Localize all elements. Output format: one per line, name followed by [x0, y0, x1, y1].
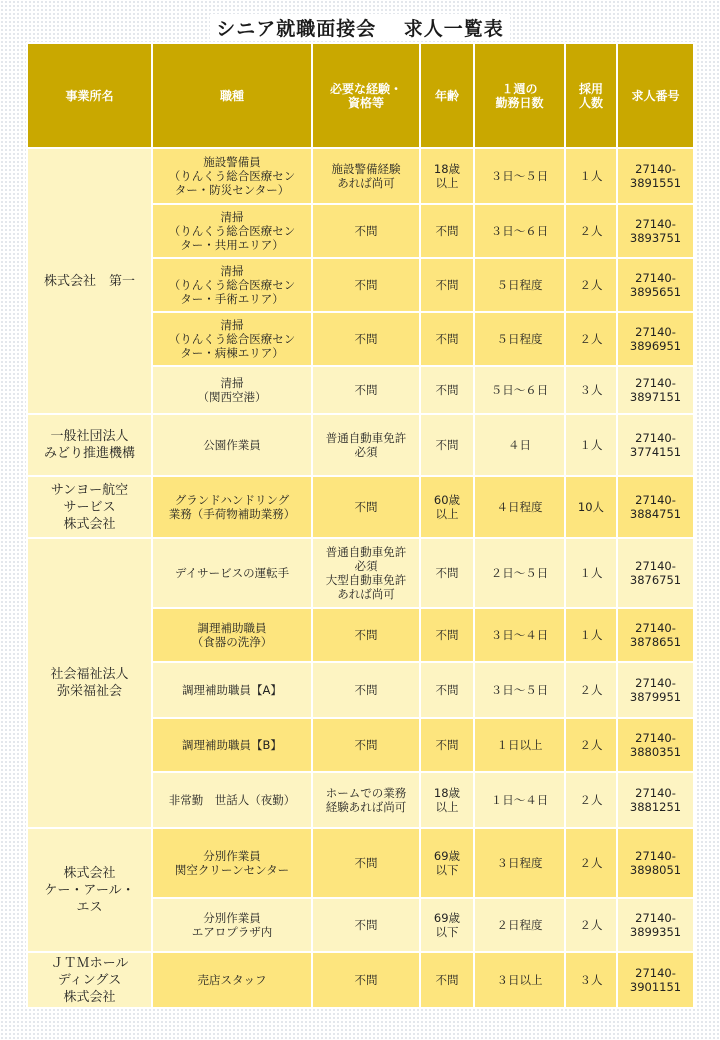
experience-cell: 普通自動車免許 必須: [312, 414, 420, 476]
age-cell: 不問: [420, 366, 474, 414]
job-number-cell: 27140- 3893751: [617, 204, 694, 258]
days-cell: ３日～４日: [474, 608, 565, 662]
hires-cell: １人: [565, 148, 617, 204]
job-number-cell: 27140- 3881251: [617, 772, 694, 828]
age-cell: 不問: [420, 312, 474, 366]
experience-cell: 施設警備経験 あれば尚可: [312, 148, 420, 204]
job-number-cell: 27140- 3880351: [617, 718, 694, 772]
experience-cell: 不問: [312, 898, 420, 952]
job-cell: 非常勤 世話人（夜勤）: [152, 772, 312, 828]
days-cell: ５日程度: [474, 258, 565, 312]
experience-cell: ホームでの業務 経験あれば尚可: [312, 772, 420, 828]
days-cell: ４日: [474, 414, 565, 476]
job-number-cell: 27140- 3895651: [617, 258, 694, 312]
job-cell: 清掃 （関西空港）: [152, 366, 312, 414]
employer-cell: 株式会社 ケー・アール・ エス: [27, 828, 152, 952]
job-number-cell: 27140- 3896951: [617, 312, 694, 366]
header-age: 年齢: [420, 43, 474, 148]
header-experience: 必要な経験・ 資格等: [312, 43, 420, 148]
experience-cell: 不問: [312, 366, 420, 414]
hires-cell: ２人: [565, 662, 617, 718]
days-cell: ３日～５日: [474, 148, 565, 204]
experience-cell: 不問: [312, 718, 420, 772]
hires-cell: １人: [565, 414, 617, 476]
header-number: 求人番号: [617, 43, 694, 148]
job-cell: デイサービスの運転手: [152, 538, 312, 608]
hires-cell: ３人: [565, 952, 617, 1008]
age-cell: 69歳 以下: [420, 898, 474, 952]
table-row: [27, 476, 694, 538]
table-row: [27, 952, 694, 1008]
experience-cell: 不問: [312, 476, 420, 538]
hires-cell: １人: [565, 608, 617, 662]
hires-cell: ２人: [565, 772, 617, 828]
employer-cell: 株式会社 第一: [27, 148, 152, 414]
hires-cell: ３人: [565, 366, 617, 414]
age-cell: 不問: [420, 608, 474, 662]
age-cell: 不問: [420, 662, 474, 718]
experience-cell: 不問: [312, 312, 420, 366]
header-job: 職種: [152, 43, 312, 148]
experience-cell: 普通自動車免許 必須 大型自動車免許 あれば尚可: [312, 538, 420, 608]
header-employer: 事業所名: [27, 43, 152, 148]
page-title-text: シニア就職面接会 求人一覧表: [210, 14, 510, 41]
days-cell: ４日程度: [474, 476, 565, 538]
job-cell: 清掃 （りんくう総合医療セン ター・病棟エリア）: [152, 312, 312, 366]
job-number-cell: 27140- 3774151: [617, 414, 694, 476]
job-cell: 売店スタッフ: [152, 952, 312, 1008]
employer-cell: 社会福祉法人 弥栄福祉会: [27, 538, 152, 828]
job-cell: 調理補助職員【A】: [152, 662, 312, 718]
page-title: [0, 14, 720, 42]
days-cell: １日以上: [474, 718, 565, 772]
hires-cell: ２人: [565, 718, 617, 772]
job-cell: 調理補助職員【B】: [152, 718, 312, 772]
experience-cell: 不問: [312, 608, 420, 662]
job-listing-table: [26, 42, 695, 1009]
days-cell: ５日～６日: [474, 366, 565, 414]
days-cell: ２日程度: [474, 898, 565, 952]
age-cell: 不問: [420, 204, 474, 258]
days-cell: ３日～５日: [474, 662, 565, 718]
job-cell: 施設警備員 （りんくう総合医療セン ター・防災センター）: [152, 148, 312, 204]
age-cell: 18歳 以上: [420, 772, 474, 828]
age-cell: 不問: [420, 414, 474, 476]
job-cell: グランドハンドリング 業務（手荷物補助業務）: [152, 476, 312, 538]
days-cell: ３日～６日: [474, 204, 565, 258]
employer-cell: 一般社団法人 みどり推進機構: [27, 414, 152, 476]
job-cell: 清掃 （りんくう総合医療セン ター・共用エリア）: [152, 204, 312, 258]
days-cell: ２日～５日: [474, 538, 565, 608]
job-number-cell: 27140- 3876751: [617, 538, 694, 608]
age-cell: 不問: [420, 538, 474, 608]
experience-cell: 不問: [312, 952, 420, 1008]
days-cell: １日～４日: [474, 772, 565, 828]
employer-cell: サンヨー航空 サービス 株式会社: [27, 476, 152, 538]
job-number-cell: 27140- 3898051: [617, 828, 694, 898]
age-cell: 69歳 以下: [420, 828, 474, 898]
hires-cell: ２人: [565, 828, 617, 898]
table-row: [27, 148, 694, 204]
header-days: １週の 勤務日数: [474, 43, 565, 148]
table-row: [27, 414, 694, 476]
age-cell: 不問: [420, 952, 474, 1008]
job-number-cell: 27140- 3879951: [617, 662, 694, 718]
hires-cell: ２人: [565, 898, 617, 952]
header-hires: 採用 人数: [565, 43, 617, 148]
table-row: [27, 538, 694, 608]
job-cell: 分別作業員 関空クリーンセンター: [152, 828, 312, 898]
hires-cell: ２人: [565, 204, 617, 258]
experience-cell: 不問: [312, 662, 420, 718]
job-cell: 清掃 （りんくう総合医療セン ター・手術エリア）: [152, 258, 312, 312]
job-cell: 分別作業員 エアロプラザ内: [152, 898, 312, 952]
experience-cell: 不問: [312, 204, 420, 258]
hires-cell: ２人: [565, 258, 617, 312]
hires-cell: ２人: [565, 312, 617, 366]
job-cell: 公園作業員: [152, 414, 312, 476]
days-cell: ３日程度: [474, 828, 565, 898]
job-number-cell: 27140- 3901151: [617, 952, 694, 1008]
age-cell: 不問: [420, 258, 474, 312]
experience-cell: 不問: [312, 258, 420, 312]
days-cell: ５日程度: [474, 312, 565, 366]
job-number-cell: 27140- 3891551: [617, 148, 694, 204]
age-cell: 不問: [420, 718, 474, 772]
age-cell: 18歳 以上: [420, 148, 474, 204]
job-number-cell: 27140- 3897151: [617, 366, 694, 414]
table-body: [27, 148, 694, 1008]
table-row: [27, 828, 694, 898]
job-number-cell: 27140- 3878651: [617, 608, 694, 662]
header-row: [27, 43, 694, 148]
job-number-cell: 27140- 3899351: [617, 898, 694, 952]
hires-cell: 10人: [565, 476, 617, 538]
job-number-cell: 27140- 3884751: [617, 476, 694, 538]
employer-cell: ＪＴＭホール ディングス 株式会社: [27, 952, 152, 1008]
age-cell: 60歳 以上: [420, 476, 474, 538]
hires-cell: １人: [565, 538, 617, 608]
days-cell: ３日以上: [474, 952, 565, 1008]
experience-cell: 不問: [312, 828, 420, 898]
job-cell: 調理補助職員 （食器の洗浄）: [152, 608, 312, 662]
